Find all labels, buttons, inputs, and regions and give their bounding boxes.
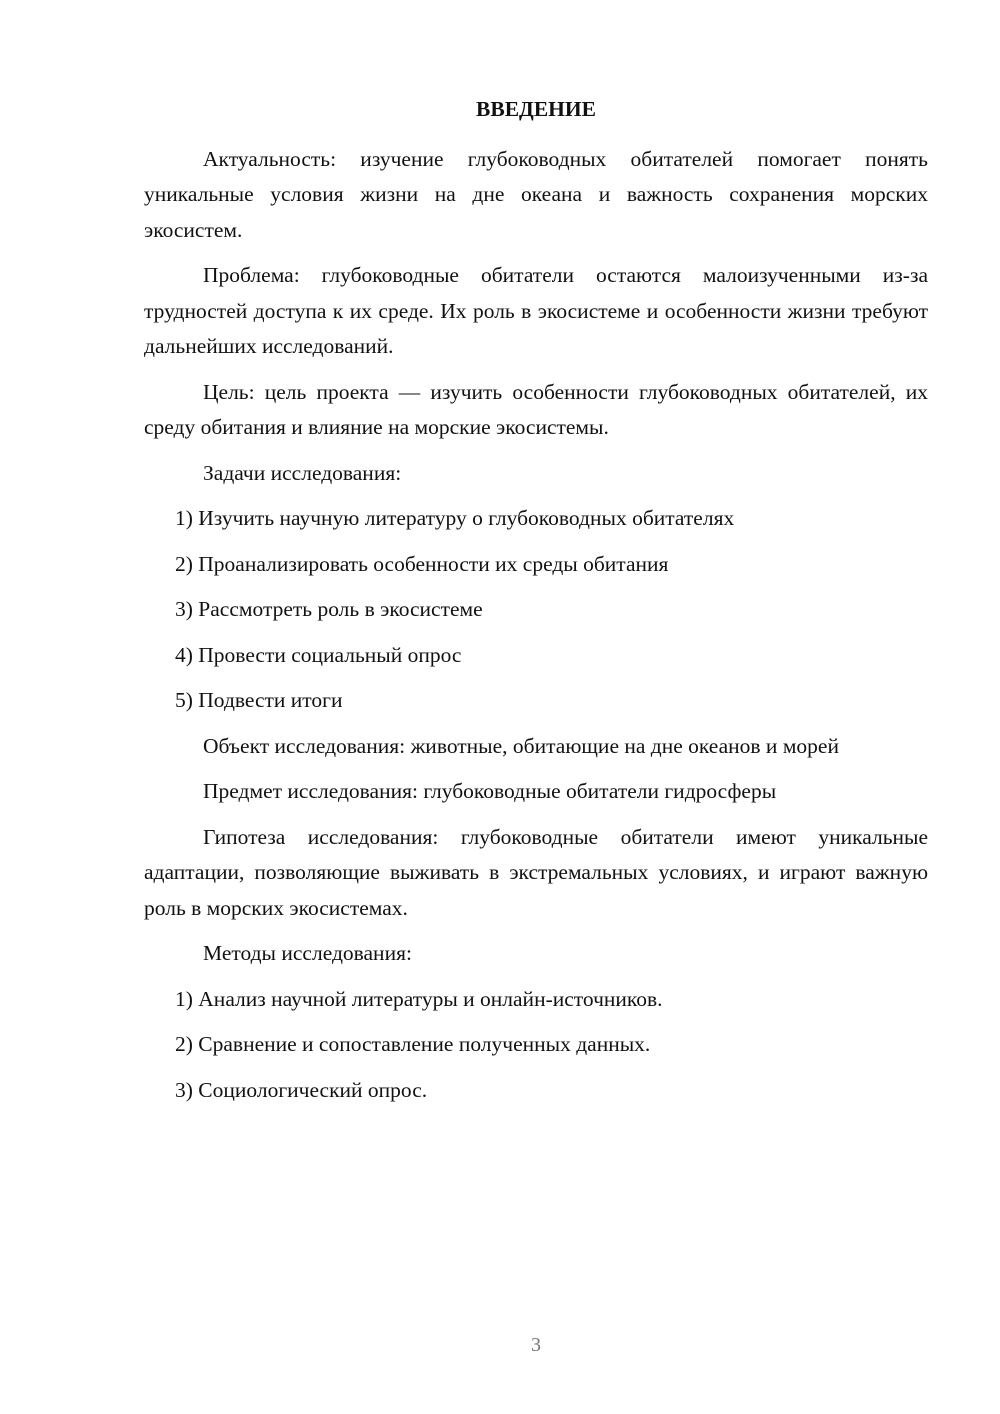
method-item: 3) Социологический опрос. <box>175 1077 428 1102</box>
task-item: 1) Изучить научную литературу о глубоководных обитателях <box>175 506 735 530</box>
task-item: 2) Проанализировать особенности их среды обитания <box>175 551 669 576</box>
tasks-heading: Задачи исследования: <box>203 460 402 485</box>
page-number: 3 <box>531 1334 541 1356</box>
task-item: 3) Рассмотреть роль в экосистеме <box>175 597 483 621</box>
method-item: 1) Анализ научной литературы и онлайн-источников. <box>175 986 663 1011</box>
hypothesis-paragraph: Гипотеза исследования: глубоководные обитатели имеют уникальные адаптации, позволяющие выживать в экстремальных условиях, и играют важную роль в морских экосистемах. <box>144 824 928 920</box>
goal-paragraph: Цель: цель проекта — изучить особенности глубоководных обитателей, их среду обитания и влияние на морские экосистемы. <box>144 379 928 439</box>
problem-paragraph: Проблема: глубоководные обитатели остаются малоизученными из-за трудностей доступа к их среде. Их роль в экосистеме и особенности жизни требуют дальнейших исследований. <box>144 263 928 358</box>
subject-paragraph: Предмет исследования: глубоководные обитатели гидросферы <box>203 779 777 803</box>
methods-list <box>144 982 928 1109</box>
section-title: ВВЕДЕНИЕ <box>476 97 596 121</box>
object-paragraph: Объект исследования: животные, обитающие на дне океанов и морей <box>203 733 839 758</box>
method-item: 2) Сравнение и сопоставление полученных данных. <box>175 1032 651 1056</box>
task-item: 4) Провести социальный опрос <box>175 642 462 667</box>
methods-heading: Методы исследования: <box>203 941 412 965</box>
relevance-paragraph: Актуальность: изучение глубоководных обитателей помогает понять уникальные условия жизни на дне океана и важность сохранения морских экосистем. <box>144 146 928 242</box>
tasks-list <box>144 501 928 719</box>
page-content <box>144 92 928 1118</box>
task-item: 5) Подвести итоги <box>175 688 343 712</box>
